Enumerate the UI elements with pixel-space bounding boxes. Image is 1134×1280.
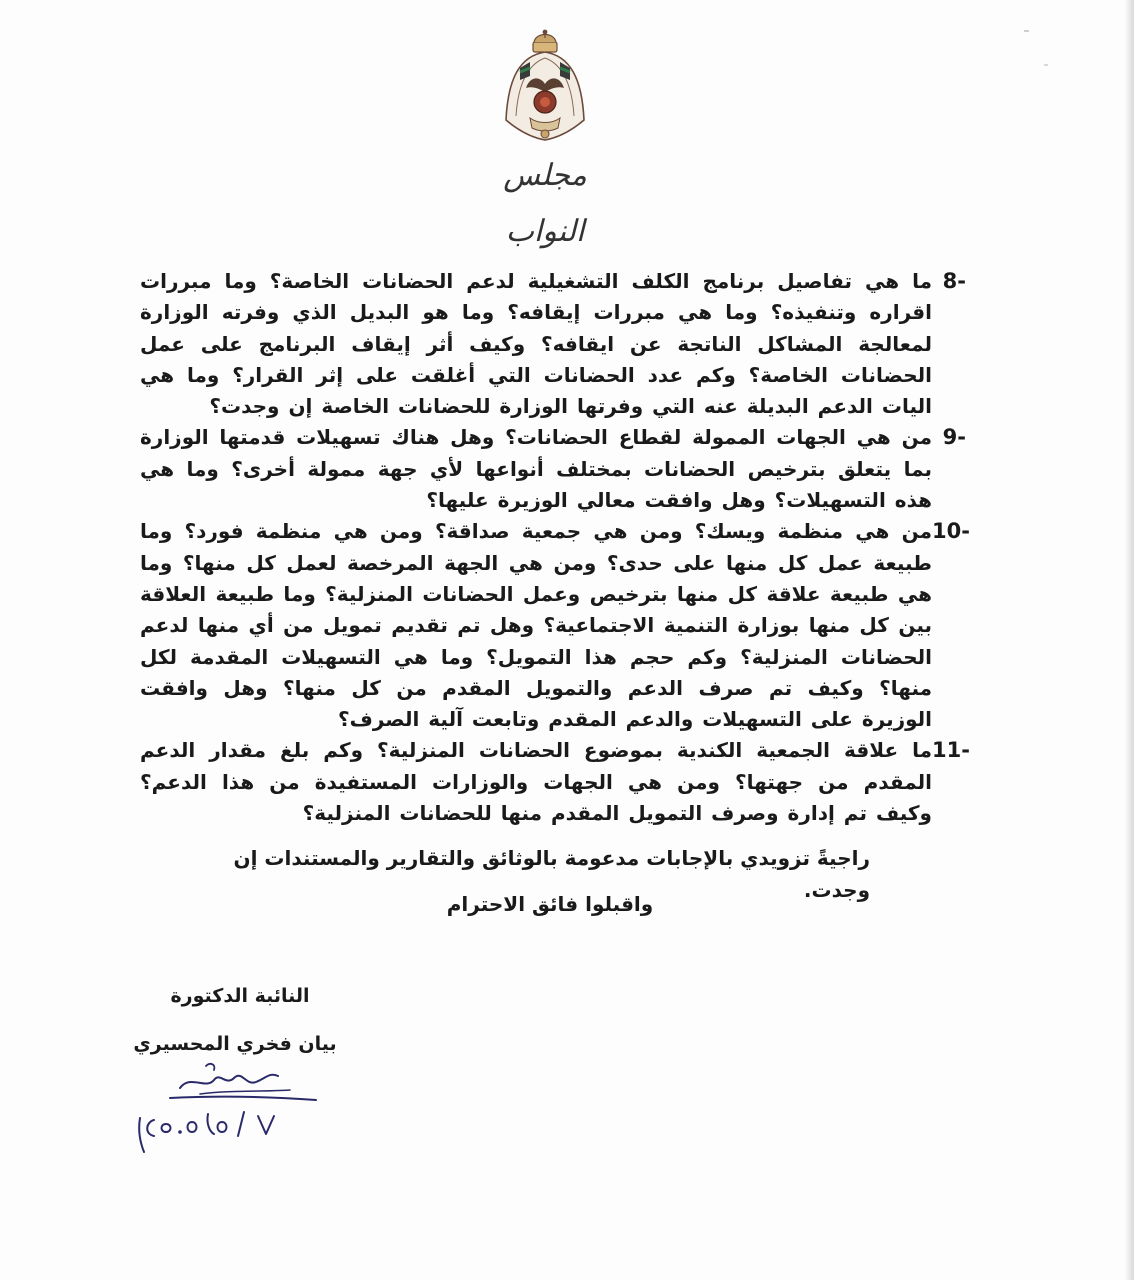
- handwritten-signature: [110, 1060, 340, 1160]
- question-text: من هي الجهات الممولة لقطاع الحضانات؟ وهل هناك تسهيلات قدمتها الوزارة بما يتعلق بترخيص الحضانات بمختلف أنواعها لأي جهة ممولة أخرى؟ وما هي هذه التسهيلات؟ وهل وافقت معالي الوزيرة عليها؟: [140, 425, 932, 513]
- question-text: من هي منظمة ويسك؟ ومن هي جمعية صداقة؟ ومن هي منظمة فورد؟ وما طبيعة عمل كل منها على حدى؟ ومن هي الجهة المرخصة لعمل كل منها؟ وما هي طبيعة علاقة كل منها بترخيص وعمل الحضانات المنزلية؟ وما طبيعة العلاقة بين كل منها بوزارة التنمية الاجتماعية؟ وهل تم تقديم تمويل من أي منها لدعم الحضانات المنزلية؟ وكم حجم هذا التمويل؟ وما هي التسهيلات المقدمة لكل منها؟ وكيف تم صرف الدعم والتمويل المقدم من كل منها؟ وهل وافقت الوزيرة على التسهيلات والدعم المقدم وتابعت آلية الصرف؟: [140, 519, 932, 732]
- signatory-title: النائبة الدكتورة: [170, 985, 310, 1007]
- scan-speck: [1024, 30, 1029, 32]
- questions-list: [140, 266, 970, 829]
- question-text: ما علاقة الجمعية الكندية بموضوع الحضانات المنزلية؟ وكم بلغ مقدار الدعم المقدم من جهتها؟ ومن هي الجهات والوزارات المستفيدة من هذا الدعم؟ وكيف تم إدارة وصرف التمويل المقدم منها للحضانات المنزلية؟: [140, 738, 932, 826]
- question-number: 9-: [942, 425, 966, 450]
- scan-edge-shadow: [1124, 0, 1134, 1280]
- question-number: 8-: [942, 269, 966, 293]
- closing-request: راجيةً تزويدي بالإجابات مدعومة بالوثائق والتقارير والمستندات إن وجدت.: [233, 846, 870, 902]
- question-number: 10-: [932, 519, 970, 544]
- question-text: ما هي تفاصيل برنامج الكلف التشغيلية لدعم الحضانات الخاصة؟ وما مبررات اقراره وتنفيذه؟ وما هي مبررات إيقافه؟ وما هو البديل الذي وفرته الوزارة لمعالجة المشاكل الناتجة عن ايقافه؟ وكيف أثر إيقاف البرنامج على عمل الحضانات الخاصة؟ وكم عدد الحضانات التي أغلقت على إثر القرار؟ وما هي اليات الدعم البديلة عنه التي وفرتها الوزارة للحضانات الخاصة إن وجدت؟: [140, 269, 932, 419]
- question-number: 11-: [932, 738, 970, 763]
- question-item: [140, 266, 966, 422]
- question-item: [140, 422, 966, 516]
- question-item: [140, 735, 970, 829]
- parliament-logo: مجلس النواب: [503, 158, 587, 249]
- scan-speck: [1044, 64, 1048, 66]
- royal-emblem-icon: [500, 28, 590, 148]
- question-item: [140, 516, 970, 735]
- closing-regards: واقبلوا فائق الاحترام: [446, 892, 654, 916]
- signatory-name: بيان فخري المحسيري: [133, 1033, 337, 1055]
